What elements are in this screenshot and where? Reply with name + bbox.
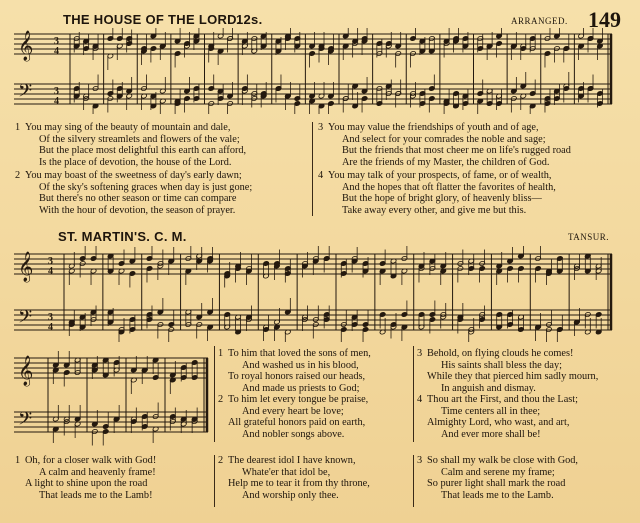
hymn2-bottom-divider-right	[413, 455, 414, 507]
page-number: 149	[588, 7, 621, 32]
hymn1-verse-1: 1 You may sing of the beauty of mountain and dale, Of the silvery streamlets and flowers of the vale; But the place most delightful this earth can afford, Is the place of devotion, the house of the Lord.	[15, 122, 247, 168]
hymn2-attribution: TANSUR.	[568, 232, 610, 242]
svg-text:4: 4	[54, 96, 59, 107]
svg-text:4: 4	[54, 46, 59, 57]
svg-text:3: 3	[48, 312, 53, 323]
hymn2-bottom-verse-3: 3 So shall my walk be close with God, Calm and serene my frame; So purer light shall mark the road That leads me to the Lamb.	[417, 455, 579, 501]
hymn2-continuation-staff	[14, 350, 210, 446]
hymn2-bottom-verse-1: 1 Oh, for a closer walk with God! A calm and heavenly frame! A light to shine upon the road That leads me to the Lamb!	[15, 455, 157, 501]
svg-text:𝄢: 𝄢	[18, 409, 33, 434]
svg-text:3: 3	[54, 36, 59, 47]
hymn2-bottom-divider-left	[214, 455, 215, 507]
hymn2-verse-3: 3 Behold, on flying clouds he comes! His saints shall bless the day; While they that pierced him sadly mourn, In anguish and dismay.	[417, 348, 599, 394]
hymn2-divider-left	[214, 346, 215, 442]
svg-text:𝄞: 𝄞	[18, 252, 34, 282]
hymn2-verse-4: 4 Thou art the First, and thou the Last; Time centers all in thee; Almighty Lord, who wast, and art, And ever more shall be!	[417, 394, 578, 440]
hymn2-bottom-verse-2: 2 The dearest idol I have known, Whate'er that idol be, Help me to tear it from thy throne, And worship only thee.	[218, 455, 370, 501]
svg-text:3: 3	[54, 86, 59, 97]
hymn1-music-staff	[14, 28, 614, 114]
hymn2-verse-1: 1 To him that loved the sons of men, And washed us in his blood, To royal honors raised our heads, And made us priests to God;	[218, 348, 371, 394]
hymn2-verse-2: 2 To him let every tongue be praise, And every heart be love; All grateful honors paid on earth, And nobler songs above.	[218, 394, 369, 440]
svg-text:𝄢: 𝄢	[18, 307, 33, 332]
hymn1-verse-2: 2 You may boast of the sweetness of day's early dawn; Of the sky's softening graces when day is just gone; But there's no other season or time can compare With the hour of devotion, the season of prayer.	[15, 170, 253, 216]
hymn1-title: THE HOUSE OF THE LORD.	[63, 12, 241, 27]
hymn1-verse-divider	[312, 122, 313, 216]
svg-text:3: 3	[48, 256, 53, 267]
svg-text:𝄢: 𝄢	[18, 81, 33, 106]
hymn1-meter: 12s.	[236, 12, 263, 27]
hymn1-verse-3: 3 You may value the friendships of youth and of age, And select for your comrades the noble and sage; But the friends that most cheer me on life's rugged road Are the friends of my Master, the children of God.	[318, 122, 571, 168]
hymn1-verse-4: 4 You may talk of your prospects, of fame, or of wealth, And the hopes that oft flatter the favorites of health, But the hope of bright glory, of heavenly bliss— Take away every other, and give me but this.	[318, 170, 556, 216]
hymn2-title: ST. MARTIN'S. C. M.	[58, 229, 187, 244]
svg-text:𝄞: 𝄞	[18, 356, 34, 386]
hymn2-divider-mid	[413, 346, 414, 442]
hymn1-attribution: ARRANGED.	[511, 16, 568, 26]
svg-text:𝄞: 𝄞	[18, 31, 34, 61]
svg-text:4: 4	[48, 266, 53, 277]
svg-text:4: 4	[48, 322, 53, 333]
hymn2-music-staff	[14, 246, 614, 342]
